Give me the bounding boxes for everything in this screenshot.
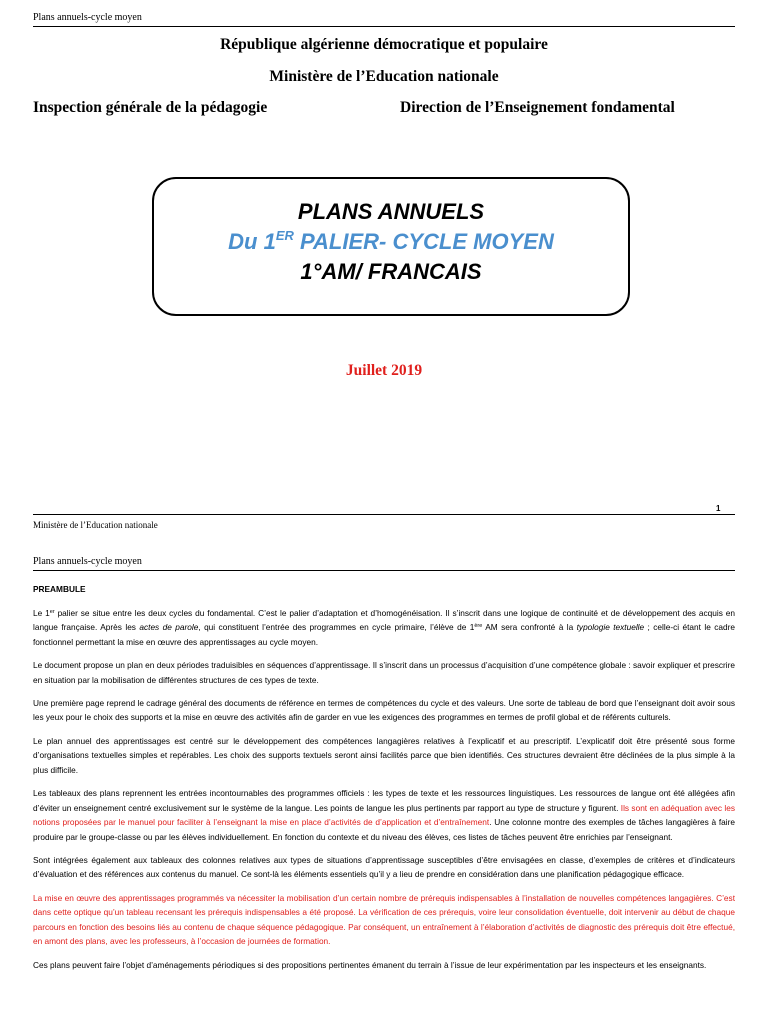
paragraph-6: Sont intégrées également aux tableaux des colonnes relatives aux types de situations d’apprentissage susceptibles d’être envisagées en classe, d’exemples de critères et d’indicateurs d’évaluation et des références aux contenus du manuel. Ce sont-là les éléments essentiels qu’il y a lieu de prendre en considération dans une planification pédagogique efficace. (33, 854, 735, 880)
p1-sup-d: ère (474, 623, 483, 630)
paragraph-3: Une première page reprend le cadrage général des documents de référence en termes de compétences du cycle et des valeurs. Une sorte de tableau de bord que l’enseignant doit avoir sous les yeux pour le choix des supports et la mise en œuvre des activités afin de garder en vue les exigences des programmes en termes de profil global et de référents culturels. (33, 697, 735, 723)
title-line-1: PLANS ANNUELS (297, 199, 485, 224)
header-rule (33, 26, 735, 27)
paragraph-1 (33, 606, 735, 650)
page-footer: Ministère de l’Education nationale (33, 520, 158, 530)
preamble-body (33, 582, 735, 981)
p5-text-c: . Une colonne montre des exemples de tâches langagières à faire produire par le groupe-classe ou par les élèves individuellement. En fonction du contexte et du niveau des élèves, ces listes de tâches peuvent être enrichies par l’enseignant. (33, 817, 735, 842)
title-line-3: 1°AM/ FRANCAIS (300, 259, 482, 284)
p1-text-e: AM sera confronté à la (482, 622, 577, 633)
p1-italic-c: actes de parole (139, 622, 199, 633)
preamble-page (0, 520, 768, 1024)
title-line-2-sup: ER (275, 228, 294, 243)
publication-date: Juillet 2019 (345, 362, 423, 379)
paragraph-5 (33, 786, 735, 844)
paragraph-4: Le plan annuel des apprentissages est centré sur le développement des compétences langagières relatives à l’explicatif et au prescriptif. L’explicatif doit être présenté sous forme d’organisations textuelles simples et repérables. Les choix des supports textuels seront ainsi facilités parce que bien identifiés. Ces structures devraient être déclinées de la plus simple à la plus difficile. (33, 735, 735, 775)
ministry-heading: Ministère de l’Education nationale (269, 68, 499, 85)
running-head: Plans annuels-cycle moyen (33, 12, 142, 23)
header-rule-2 (33, 570, 735, 571)
direction-heading: Direction de l’Enseignement fondamental (400, 99, 675, 116)
p1-text-d: , qui constituent l’entrée des programmes en cycle primaire, l’élève de 1 (198, 622, 475, 633)
title-line-2-prefix: Du 1 (228, 229, 276, 254)
paragraph-8: Ces plans peuvent faire l’objet d’aménagements périodiques si des propositions pertinentes émanent du terrain à l’issue de leur expérimentation par les inspecteurs et les enseignants. (33, 959, 707, 970)
p1-italic-f: typologie textuelle (576, 622, 645, 633)
p1-sup-a: er (49, 608, 55, 615)
p1-text-b: palier se situe entre les deux cycles du fondamental. C’est le palier d’adaptation et d’homogénéisation. Il s’inscrit dans une logique de continuité et de développement des acquis en langue française. Après les (33, 607, 735, 633)
page-number: 1 (716, 504, 721, 513)
running-head-2: Plans annuels-cycle moyen (33, 556, 142, 567)
p5-text-a: Les tableaux des plans reprennent les entrées incontournables des programmes officiels : les types de texte et les ressources linguistiques. Les ressources de langue ont été allégées afin d’éviter un enseignement centré exclusivement sur le système de la langue. Les points de langue les plus pertinents par rapport au type de structure y figurent. (33, 787, 735, 813)
p1-text-g: ; celle-ci étant le cadre fonctionnel permettant la mise en œuvre des apprentissages au cycle moyen. (33, 622, 736, 647)
section-title: PREAMBULE (33, 584, 86, 594)
footer-rule (33, 514, 735, 515)
inspection-heading: Inspection générale de la pédagogie (33, 99, 268, 116)
paragraph-2: Le document propose un plan en deux périodes traduisibles en séquences d’apprentissage. Il s’inscrit dans un processus d’acquisition d’une compétence globale : savoir expliquer et prescrire en situation par la mobilisation de différentes structures de ces types de texte. (33, 659, 735, 685)
title-line-2-suffix: PALIER- CYCLE MOYEN (293, 229, 554, 254)
p1-text-a: Le 1 (33, 607, 50, 618)
title-box (152, 177, 630, 316)
paragraph-7: La mise en œuvre des apprentissages programmés va nécessiter la mobilisation d’un certain nombre de prérequis indispensables à l’installation de nouvelles compétences langagières. C’est dans cette optique qu’un tableau recensant les prérequis indispensables a été proposé. La vérification de ces prérequis, voire leur consolidation éventuelle, doit intervenir au début de chaque parcours en fonction des besoins liés au contenu de chaque séquence pédagogique. Par conséquent, un entraînement à l’élaboration d’activités de diagnostic des prérequis doit être effectué, en amont des plans, avec les professeurs, à l’occasion de journées de formation. (33, 892, 735, 947)
title-line-2 (154, 229, 628, 255)
p5-highlight: Ils sont en adéquation avec les notions proposées par le manuel pour faciliter à l’enseignant la mise en place d’activités de d’application et d’entraînement (33, 802, 735, 828)
republic-heading: République algérienne démocratique et populaire (220, 36, 548, 53)
